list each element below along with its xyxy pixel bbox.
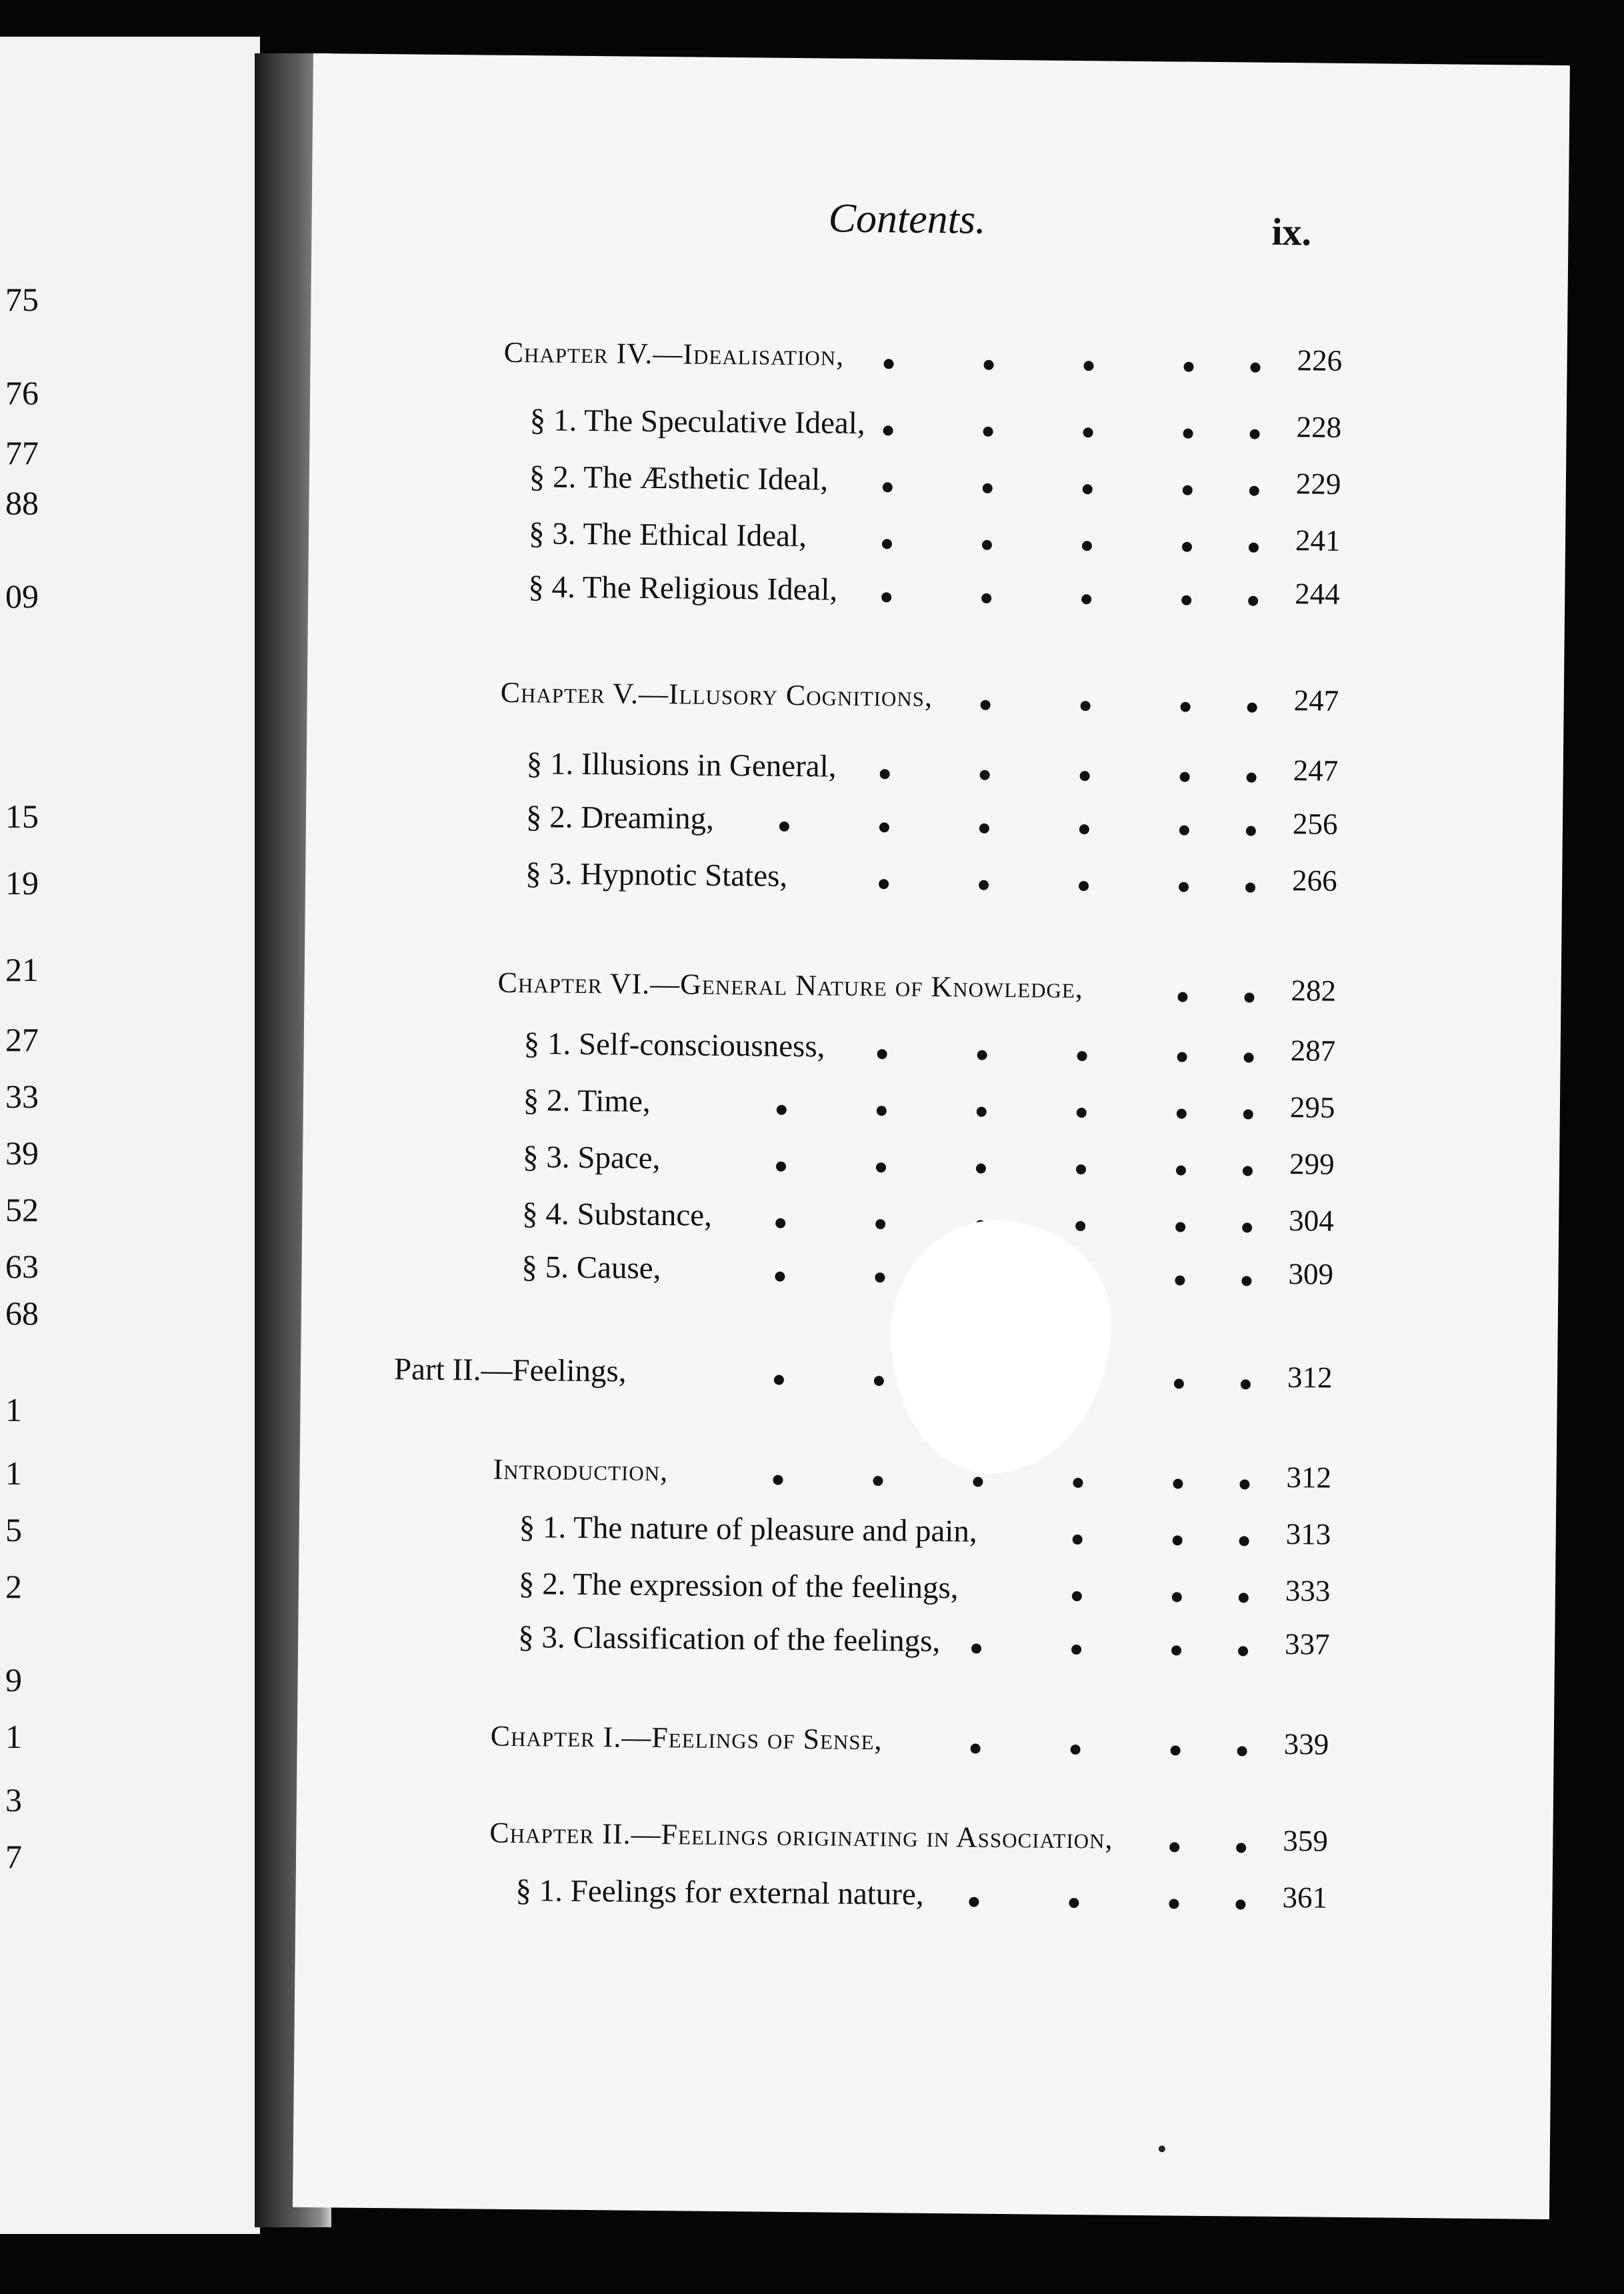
left-page-number: 75	[5, 281, 39, 318]
leader-dot	[1183, 362, 1193, 372]
leader-dot	[1249, 486, 1259, 496]
leader-dot	[779, 822, 789, 832]
leader-dot	[1071, 1644, 1081, 1654]
leader-dot	[1242, 1222, 1252, 1232]
leader-dot	[1073, 1478, 1083, 1488]
toc-entry-page: 244	[1295, 577, 1341, 611]
toc-entry	[303, 1137, 1560, 1196]
leader-dot	[1238, 1646, 1248, 1656]
left-page-number: 33	[5, 1078, 39, 1115]
toc-entry	[306, 744, 1563, 802]
leader-dot	[1072, 1591, 1082, 1601]
leader-dot	[873, 1476, 883, 1486]
leader-dot	[1239, 1592, 1249, 1602]
leader-dot	[982, 540, 992, 550]
leader-dot	[983, 427, 993, 437]
leader-dot	[1179, 826, 1189, 836]
leader-dot	[1175, 1222, 1185, 1232]
left-page-number: 19	[5, 864, 39, 902]
leader-dot	[1247, 772, 1257, 782]
toc-entry-page: 333	[1285, 1574, 1331, 1608]
left-page-number: 3	[5, 1781, 22, 1819]
toc-entry-label: § 1. The Speculative Ideal,	[529, 403, 865, 441]
toc-entry	[309, 457, 1567, 515]
page-header-title: Contents.	[828, 195, 986, 243]
toc-entry-label: Chapter VI.—General Nature of Knowledge,	[497, 966, 1084, 1005]
toc-entry-page: 313	[1285, 1517, 1331, 1551]
left-page-number: 1	[5, 1454, 22, 1492]
leader-dot	[1073, 1534, 1083, 1544]
toc-entry-page: 266	[1291, 864, 1337, 898]
leader-dot	[1077, 1108, 1087, 1118]
toc-entry	[299, 1450, 1557, 1509]
leader-dot	[1082, 541, 1092, 551]
leader-dot	[1180, 772, 1190, 782]
paper-blot	[890, 1219, 1113, 1474]
leader-dot	[1244, 1052, 1254, 1062]
toc-entry-label: § 1. The nature of pleasure and pain,	[519, 1510, 977, 1549]
leader-dot	[876, 1162, 886, 1172]
leader-dot	[1248, 596, 1258, 606]
leader-dot	[1069, 1898, 1079, 1908]
stray-ink-dot	[1159, 2145, 1165, 2152]
leader-dot	[775, 1272, 785, 1282]
leader-dot	[971, 1644, 981, 1654]
left-page-number: 27	[5, 1021, 39, 1058]
leader-dot	[1174, 1378, 1184, 1388]
leader-dot	[1175, 1275, 1185, 1285]
leader-dot	[1239, 1536, 1249, 1546]
left-page-number: 1	[5, 1391, 22, 1428]
leader-dot	[880, 769, 890, 779]
toc-entry	[310, 333, 1567, 392]
toc-entry-label: § 1. Feelings for external nature,	[515, 1873, 924, 1912]
leader-dot	[1182, 542, 1192, 552]
leader-dot	[1243, 1109, 1253, 1119]
leader-dot	[1076, 1164, 1086, 1174]
leader-dot	[983, 360, 993, 370]
leader-dot	[981, 594, 991, 604]
toc-entry	[303, 1024, 1561, 1082]
left-page-number: 63	[5, 1248, 39, 1285]
left-page-number: 9	[5, 1661, 22, 1698]
leader-dot	[1247, 702, 1257, 712]
left-page-number: 21	[5, 951, 39, 988]
toc-entry-page: 247	[1293, 684, 1339, 718]
leader-dot	[1079, 824, 1089, 834]
toc-entry-page: 299	[1289, 1147, 1335, 1181]
contents-page	[293, 53, 1570, 2219]
leader-dot	[1169, 1899, 1179, 1909]
toc-entry-label: § 5. Cause,	[521, 1250, 661, 1286]
toc-entry	[308, 567, 1565, 626]
leader-dot	[1183, 485, 1193, 495]
leader-dot	[1246, 826, 1256, 836]
page-header-number: ix.	[1271, 209, 1312, 254]
toc-entry-label: § 2. The Æsthetic Ideal,	[529, 459, 829, 497]
left-page-number: 68	[5, 1294, 39, 1332]
toc-entry-label: Chapter II.—Feelings originating in Association,	[489, 1816, 1113, 1855]
toc-entry-label: § 3. Hypnotic States,	[525, 856, 788, 894]
toc-entry-page: 339	[1283, 1727, 1329, 1761]
left-page-number: 09	[5, 578, 39, 615]
leader-dot	[776, 1162, 786, 1172]
leader-dot	[1250, 429, 1260, 439]
left-page-number: 5	[5, 1511, 22, 1548]
leader-dot	[1249, 543, 1259, 553]
leader-dot	[1169, 1842, 1179, 1852]
toc-entry-page: 309	[1288, 1257, 1334, 1291]
toc-entry-page: 359	[1283, 1824, 1329, 1858]
left-page-number: 7	[5, 1838, 22, 1875]
toc-entry	[297, 1717, 1554, 1776]
leader-dot	[973, 1477, 983, 1487]
toc-entry	[305, 854, 1563, 912]
toc-entry-label: § 4. Substance,	[522, 1196, 713, 1233]
leader-dot	[775, 1218, 785, 1228]
leader-dot	[1241, 1379, 1251, 1389]
left-page-number: 2	[5, 1568, 22, 1605]
toc-entry-page: 247	[1293, 754, 1339, 788]
toc-entry-page: 312	[1287, 1360, 1333, 1394]
toc-entry	[307, 674, 1564, 732]
left-page-number: 76	[5, 374, 39, 411]
toc-entry-page: 337	[1284, 1627, 1330, 1661]
leader-dot	[979, 824, 989, 834]
leader-dot	[875, 1272, 885, 1282]
leader-dot	[1235, 1899, 1245, 1909]
toc-entry-label: § 4. The Religious Ideal,	[528, 569, 838, 608]
toc-entry-page: 361	[1282, 1881, 1328, 1915]
leader-dot	[1083, 427, 1093, 437]
leader-dot	[1177, 1052, 1187, 1062]
leader-dot	[875, 1219, 885, 1229]
toc-entry	[309, 513, 1566, 572]
leader-dot	[1171, 1645, 1181, 1655]
leader-dot	[881, 592, 891, 602]
toc-entry-page: 287	[1290, 1034, 1336, 1068]
left-page-number: 39	[5, 1134, 39, 1172]
leader-dot	[1083, 484, 1093, 494]
toc-entry	[299, 1507, 1556, 1566]
leader-dot	[1172, 1592, 1182, 1602]
leader-dot	[979, 880, 989, 890]
toc-entry-label: § 2. The expression of the feelings,	[518, 1566, 959, 1606]
leader-dot	[1173, 1478, 1183, 1488]
leader-dot	[1177, 1109, 1187, 1119]
left-page-number: 77	[5, 434, 39, 471]
leader-dot	[777, 1105, 787, 1115]
leader-dot	[1236, 1843, 1246, 1853]
left-page-number: 52	[5, 1191, 39, 1228]
left-page-number: 15	[5, 798, 39, 835]
leader-dot	[1080, 771, 1090, 781]
toc-entry-page: 241	[1295, 523, 1341, 557]
leader-dot	[1181, 596, 1191, 606]
leader-dot	[1079, 881, 1089, 891]
toc-entry	[298, 1617, 1555, 1676]
leader-dot	[1081, 594, 1091, 604]
leader-dot	[1176, 1165, 1186, 1175]
toc-entry-label: § 2. Dreaming,	[525, 800, 715, 836]
leader-dot	[1237, 1746, 1247, 1756]
leader-dot	[1083, 361, 1093, 371]
leader-dot	[879, 822, 889, 832]
leader-dot	[1245, 882, 1255, 892]
toc-entry	[309, 400, 1567, 459]
leader-dot	[882, 539, 892, 549]
leader-dot	[877, 1106, 887, 1116]
left-page-number: 88	[5, 484, 39, 521]
leader-dot	[1250, 363, 1260, 373]
toc-entry-label: Part II.—Feelings,	[393, 1352, 627, 1389]
toc-entry	[295, 1871, 1553, 1929]
leader-dot	[1071, 1745, 1081, 1755]
toc-entry-page: 229	[1295, 467, 1341, 501]
leader-dot	[1081, 701, 1091, 711]
toc-entry-label: § 3. Classification of the feelings,	[517, 1620, 941, 1659]
leader-dot	[1239, 1479, 1249, 1489]
leader-dot	[773, 1475, 783, 1485]
leader-dot	[883, 359, 893, 369]
leader-dot	[1177, 992, 1187, 1002]
leader-dot	[971, 1744, 981, 1754]
toc-entry-label: § 2. Time,	[523, 1083, 651, 1119]
left-facing-page	[0, 37, 260, 2234]
toc-entry-page: 282	[1291, 974, 1337, 1008]
toc-entry-label: Chapter I.—Feelings of Sense,	[490, 1719, 883, 1757]
leader-dot	[1077, 1051, 1087, 1061]
toc-entry-label: Introduction,	[493, 1452, 669, 1488]
leader-dot	[1179, 882, 1189, 892]
leader-dot	[883, 425, 893, 435]
leader-dot	[1243, 1166, 1253, 1176]
leader-dot	[977, 1107, 987, 1117]
leader-dot	[983, 483, 993, 493]
toc-entry-label: § 1. Self-consciousness,	[523, 1026, 825, 1064]
leader-dot	[874, 1376, 884, 1386]
leader-dot	[877, 1049, 887, 1059]
leader-dot	[1173, 1535, 1183, 1545]
leader-dot	[1244, 992, 1254, 1002]
leader-dot	[977, 1050, 987, 1060]
leader-dot	[1181, 702, 1191, 712]
leader-dot	[774, 1375, 784, 1385]
toc-entry-page: 304	[1289, 1204, 1335, 1238]
toc-entry	[306, 797, 1563, 856]
toc-entry	[296, 1814, 1553, 1873]
toc-entry-label: Chapter V.—Illusory Cognitions,	[500, 676, 933, 713]
toc-entry-page: 256	[1292, 807, 1338, 841]
leader-dot	[1075, 1221, 1085, 1231]
leader-dot	[981, 700, 991, 710]
toc-entry-page: 228	[1296, 410, 1342, 444]
toc-entry	[303, 1080, 1561, 1139]
leader-dot	[976, 1164, 986, 1174]
toc-entry	[299, 1564, 1556, 1622]
leader-dot	[1171, 1745, 1181, 1755]
left-page-number: 1	[5, 1718, 22, 1755]
toc-entry-label: Chapter IV.—Idealisation,	[503, 335, 845, 372]
leader-dot	[1241, 1276, 1251, 1286]
leader-dot	[879, 879, 889, 889]
toc-entry-label: § 1. Illusions in General,	[526, 746, 837, 784]
toc-entry-label: § 3. The Ethical Ideal,	[528, 516, 807, 554]
leader-dot	[980, 770, 990, 780]
toc-entry-page: 295	[1289, 1090, 1335, 1124]
toc-entry-label: § 3. Space,	[522, 1140, 661, 1176]
toc-entry	[302, 1194, 1559, 1252]
leader-dot	[1183, 429, 1193, 439]
leader-dot	[883, 482, 893, 492]
toc-entry	[304, 964, 1561, 1022]
toc-entry-page: 312	[1286, 1460, 1332, 1494]
toc-entry-page: 226	[1297, 343, 1343, 377]
leader-dot	[969, 1897, 979, 1907]
